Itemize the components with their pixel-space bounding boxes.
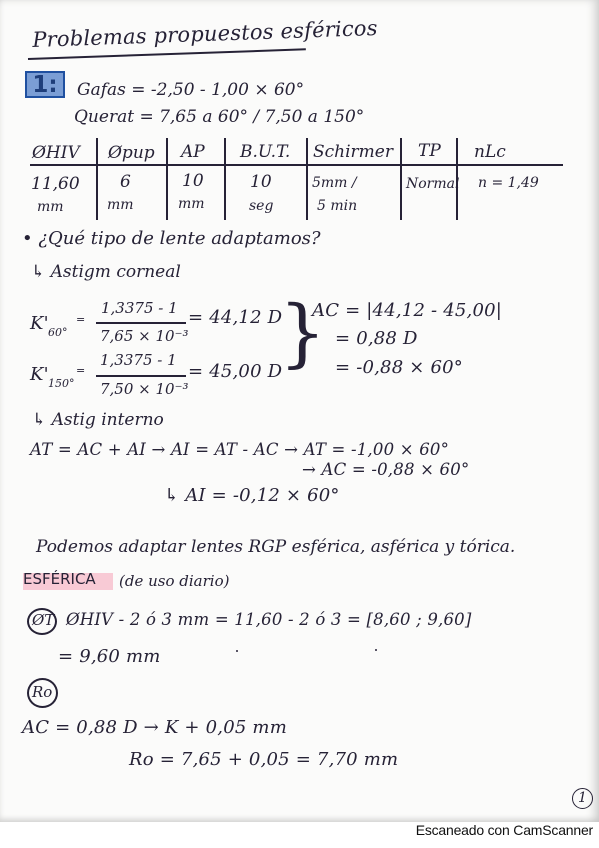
- table-divider: [306, 138, 308, 220]
- dt-result: = 9,60 mm: [58, 646, 161, 667]
- header-pupil: Øpup: [108, 143, 155, 163]
- ro-equation: Ro = 7,65 + 0,05 = 7,70 mm: [129, 749, 399, 770]
- dt-label: ØT: [32, 611, 55, 629]
- dt-equation: ØHIV - 2 ó 3 mm = 11,60 - 2 ó 3 = [8,60 ; 9,60]: [66, 610, 472, 629]
- scanned-page: Problemas propuestos esféricos 1: Gafas = -2,50 - 1,00 × 60° Querat = 7,65 a 60° / 7,50 a 150° ØHIV Øpup AP B.U.T. Schirmer TP nLc 11,60 6 10 10 5mm / Normal n = 1,49 mm mm mm seg 5 min • ¿Qué tipo de lente adaptamos? ↳ Astigm corneal K' 60° = 1,3375 - 1 7,65 × 10⁻³ = 44,12 D K' 150° = 1,3375 - 1 7,50 × 10⁻³ = 45,00 D } AC = |44,12 - 45,00| = 0,88 D = -0,88 × 60° ↳ Astig interno AT = AC + AI → AI = AT - AC → AT = -1,00 × 60° → AC = -0,88 × 60° ↳ AI = -0,12 × 60° Podemos adaptar lentes RGP esférica, asférica y tórica. ESFÉRICA (de uso diario) ØT ØHIV - 2 ó 3 mm = 11,60 - 2 ó 3 = [8,60 ; 9,60] = 9,60 mm Ro AC = 0,88 D → K + 0,05 mm Ro = 7,65 + 0,05 = 7,70 mm 1: [0, 0, 599, 822]
- table-header-line: [30, 164, 563, 166]
- k150-subscript: 150°: [48, 377, 75, 390]
- question-line: • ¿Qué tipo de lente adaptamos?: [22, 228, 321, 249]
- cell-pupil-value: 6: [120, 172, 131, 192]
- k150-numerator: 1,3375 - 1: [100, 351, 177, 369]
- ac-equation: → AC = -0,88 × 60°: [302, 460, 470, 479]
- stray-dot: [375, 649, 377, 651]
- ac-line-3: = -0,88 × 60°: [335, 357, 463, 378]
- ac-line-1: AC = |44,12 - 45,00|: [312, 300, 503, 321]
- astig-corneal: ↳ Astigm corneal: [31, 262, 181, 282]
- cell-tp-value: Normal: [406, 176, 460, 192]
- header-schirmer: Schirmer: [313, 142, 393, 162]
- ai-result: ↳ AI = -0,12 × 60°: [164, 485, 340, 506]
- at-equation: AT = AC + AI → AI = AT - AC → AT = -1,00 × 60°: [30, 440, 450, 459]
- ac-k-line: AC = 0,88 D → K + 0,05 mm: [22, 717, 287, 738]
- cell-but-unit: seg: [249, 198, 274, 214]
- table-divider: [166, 138, 168, 220]
- table-divider: [224, 138, 226, 220]
- k150-denominator: 7,50 × 10⁻³: [100, 380, 189, 398]
- k60-subscript: 60°: [48, 326, 68, 339]
- header-but: B.U.T.: [240, 142, 291, 162]
- camscanner-footer: Escaneado con CamScanner: [415, 822, 593, 838]
- ro-label: Ro: [32, 683, 53, 701]
- k60-denominator: 7,65 × 10⁻³: [100, 327, 189, 345]
- problem-number: 1:: [32, 72, 58, 98]
- astig-interno: ↳ Astig interno: [32, 410, 164, 430]
- header-hiv: ØHIV: [32, 143, 80, 163]
- data-table: [30, 136, 563, 222]
- header-tp: TP: [418, 141, 441, 161]
- table-divider: [96, 138, 98, 220]
- cell-nlc-value: n = 1,49: [478, 175, 539, 191]
- querat-line: Querat = 7,65 a 60° / 7,50 a 150°: [74, 107, 365, 127]
- page-number: 1: [572, 788, 593, 809]
- header-nlc: nLc: [474, 142, 506, 162]
- problem-number-box: [25, 71, 65, 98]
- k150-fraction-bar: [96, 375, 186, 377]
- grouping-brace: }: [279, 290, 327, 376]
- k60-numerator: 1,3375 - 1: [101, 299, 178, 317]
- k60-fraction-bar: [96, 322, 186, 324]
- document-title: Problemas propuestos esféricos: [31, 15, 379, 52]
- cell-hiv-unit: mm: [37, 199, 64, 215]
- cell-ap-unit: mm: [178, 196, 205, 212]
- header-ap: AP: [181, 142, 205, 162]
- cell-schirmer-value: 5mm /: [312, 175, 357, 191]
- cell-hiv-value: 11,60: [31, 174, 80, 194]
- k150-result: = 45,00 D: [188, 361, 283, 382]
- gafas-line: Gafas = -2,50 - 1,00 × 60°: [77, 80, 305, 100]
- stray-dot: [236, 650, 238, 652]
- esferica-label: ESFÉRICA: [23, 570, 96, 588]
- cell-but-value: 10: [250, 172, 272, 192]
- esferica-note: (de uso diario): [119, 572, 230, 590]
- k60-result: = 44,12 D: [188, 307, 283, 328]
- ac-line-2: = 0,88 D: [335, 328, 418, 349]
- k150-lhs: K': [30, 364, 49, 385]
- cell-ap-value: 10: [182, 171, 204, 191]
- table-divider: [400, 138, 402, 220]
- cell-pupil-unit: mm: [107, 197, 134, 213]
- cell-schirmer-unit: 5 min: [317, 198, 358, 214]
- k60-lhs: K': [30, 313, 49, 334]
- podemos-line: Podemos adaptar lentes RGP esférica, asférica y tórica.: [36, 537, 516, 557]
